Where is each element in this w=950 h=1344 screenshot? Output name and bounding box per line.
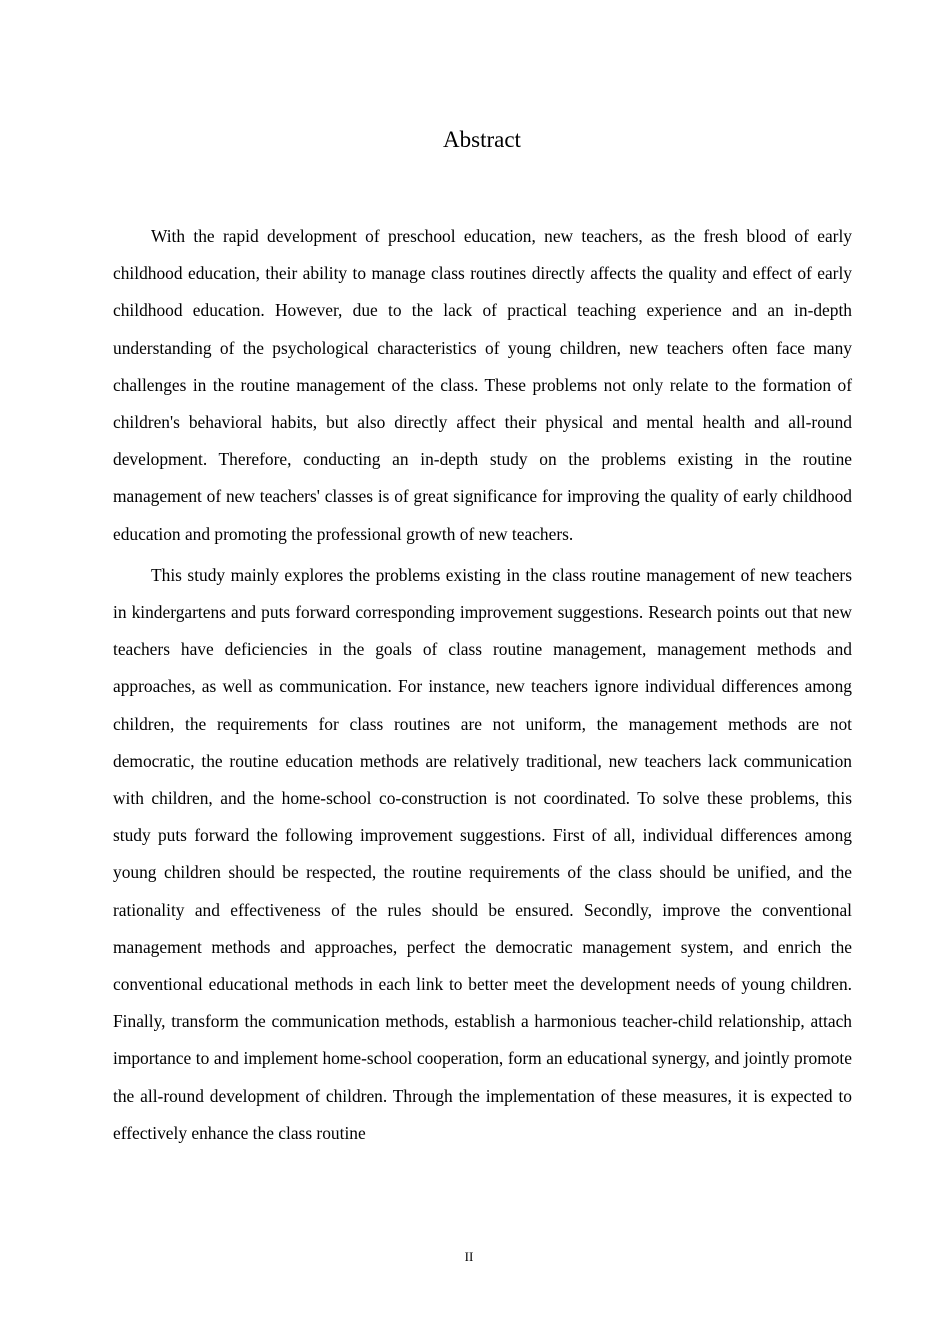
- abstract-paragraph-1: With the rapid development of preschool education, new teachers, as the fresh blood of early childhood education, their ability to manage class routines directly affects the quality and effect of early childhood education. However, due to the lack of practical teaching experience and an in-depth understanding of the psychological characteristics of young children, new teachers often face many challenges in the routine management of the class. These problems not only relate to the formation of children's behavioral habits, but also directly affect their physical and mental health and all-round development. Therefore, conducting an in-depth study on the problems existing in the routine management of new teachers' classes is of great significance for improving the quality of early childhood education and promoting the professional growth of new teachers.: [113, 226, 852, 544]
- page-number: II: [464, 1249, 474, 1264]
- page-title: Abstract: [443, 127, 521, 152]
- abstract-body: [113, 218, 852, 1156]
- abstract-paragraph-2: This study mainly explores the problems existing in the class routine management of new teachers in kindergartens and puts forward corresponding improvement suggestions. Research points out that new teachers have deficiencies in the goals of class routine management, management methods and approaches, as well as communication. For instance, new teachers ignore individual differences among children, the requirements for class routines are not uniform, the management methods are not democratic, the routine education methods are relatively traditional, new teachers lack communication with children, and the home-school co-construction is not coordinated. To solve these problems, this study puts forward the following improvement suggestions. First of all, individual differences among young children should be respected, the routine requirements of the class should be unified, and the rationality and effectiveness of the rules should be ensured. Secondly, improve the conventional management methods and approaches, perfect the democratic management system, and enrich the conventional educational methods in each link to better meet the development needs of young children. Finally, transform the communication methods, establish a harmonious teacher-child relationship, attach importance to and implement home-school cooperation, form an educational synergy, and jointly promote the all-round development of children. Through the implementation of these measures, it is expected to effectively enhance the class routine: [113, 564, 852, 1143]
